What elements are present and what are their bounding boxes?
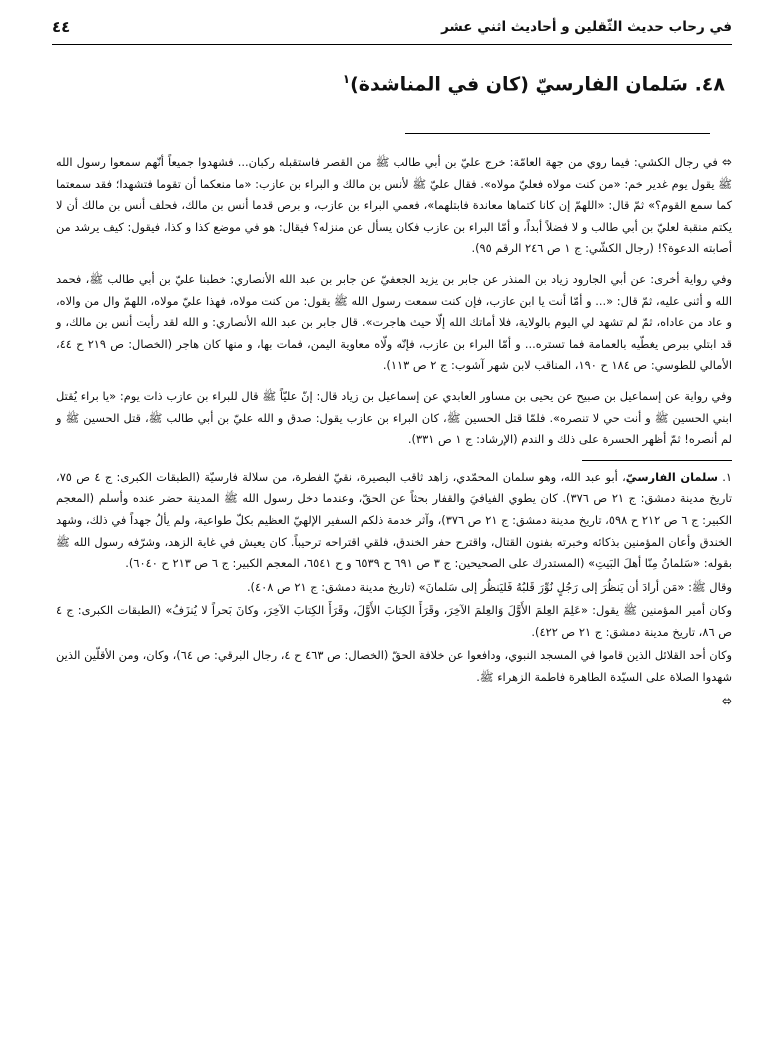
footnote-entry bbox=[56, 600, 732, 643]
running-title: في رحاب حديث الثّقلين و أحاديث اثني عشر bbox=[441, 19, 732, 35]
footnote-rule bbox=[582, 460, 732, 461]
footnote-text: وقال ﷺ: «مَن أرادَ أن يَنظُرَ إلى رَجُلٍ نُوِّرَ قَلبُهُ فَليَنظُر إلى سَلمانَ» (تاريخ مدينة دمشق: ج ٢١ ص ٤٠٨). bbox=[246, 579, 732, 594]
footnote-text: ، أبو عبد الله، وهو سلمان المحمّدي، زاهد ثاقب البصيرة، نقيّ الفطرة، من سلالة فارسيّة (الطبقات الكبرى: ج ٤ ص ٧٥، تاريخ مدينة دمشق: ج ٢١ ص ٣٧٦). كان يطوي الفيافيَ والقفار بحثاً عن الحقّ، وعندما دخل رسول الله ﷺ المدينة حضر عنده وأسلم (المعجم الكبير: ج ٦ ص ٢١٢ ح ٥٩٨، تاريخ مدينة دمشق: ج ٢١ ص ٣٧٦)، وآثر خدمة ذلكم السفير الإلهيّ العظيم بكلّ طواعية، ولم يألُ جهداً في ذلك، وشهد الخندق وأعان المؤمنين بذكائه وخبرته بفنون القتال، واقترح حفر الخندق، فلقي اقتراحه ترحيباً. كان يعيش في غاية الزهد، وشرّفه رسول الله ﷺ بقوله: «سَلمانُ مِنّا أهلَ البَيتِ» (المستدرك على الصحيحين: ج ٣ ص ٦٩١ ح ٦٥٣٩ و ح ٦٥٤١، المعجم الكبير: ج ٦ ص ٢١٣ ح ٦٠٤٠). bbox=[56, 469, 733, 571]
paragraph-text: في رجال الكشي: فيما روي من جهة العامّة: خرج عليّ بن أبي طالب ﷺ من القصر فاستقبله ركبان... فشهدوا جميعاً أنّهم سمعوا رسول الله ﷺ يقول يوم غدير خم: «من كنت مولاه فعليّ مولاه». فقال عليّ ﷺ لأنس بن مالك و البراء بن عازب: «ما منعكما أن تقوما فتشهدا؛ فقد سمعتما كما سمع القوم؟» ثمّ قال: «اللهمّ إن كانا كتماها معاندة فابتلهما»، فعمي البراء بن عازب، و برص قدما أنس بن مالك، فحلف أنس بن مالك أن لا يكتم منقبة لعليّ بن أبي طالب و لا فضلاً أبداً، و أمّا البراء بن عازب فكان يسأل عن منزله؟ فيقال: هو في موضع كذا و كذا، فيقول: كيف يرشد من أصابته الدعوة؟! (رجال الكشّي: ج ١ ص ٢٤٦ الرقم ٩٥). bbox=[56, 155, 732, 256]
section-heading bbox=[342, 72, 725, 96]
header-rule bbox=[52, 44, 732, 45]
paragraph-text: وفي رواية عن إسماعيل بن صبيح عن يحيى بن مساور العابدي عن إسماعيل بن زياد قال: إنّ عليّاً ﷺ قال للبراء بن عازب ذات يوم: «يا براء يُقتل ابني الحسين ﷺ و أنت حي لا تنصره». فلمّا قتل الحسين ﷺ، كان البراء بن عازب يقول: صدق و الله عليّ بن أبي طالب ﷺ، قتل الحسين ﷺ و لم أنصره! ثمّ أظهر الحسرة على ذلك و الندم (الإرشاد: ج ١ ص ٣٣١). bbox=[56, 388, 732, 447]
double-arrow-icon: ⬄ bbox=[721, 693, 732, 708]
separator-rule bbox=[405, 133, 710, 134]
paragraph bbox=[56, 269, 732, 377]
footnote-reference: ١ bbox=[342, 72, 351, 86]
footnote-entry bbox=[56, 577, 732, 599]
paragraph-text: وفي رواية أخرى: عن أبي الجارود زياد بن المنذر عن جابر بن يزيد الجعفيّ عن جابر بن عبد الله الأنصاري: خطبنا عليّ بن أبي طالب ﷺ، فحمد الله و أثنى عليه، ثمّ قال: «... و أمّا أنت يا ابن عازب، فإن كنت سمعت رسول الله ﷺ يقول: من كنت مولاه، فهذا عليّ مولاه، اللهمّ وال من والاه، و عاد من عاداه، ثمّ لم تشهد لي اليوم بالولاية، فلا أماتك الله إلّا حيث هاجرت». قال جابر بن عبد الله الأنصاري: و الله لقد رأيت أنس بن مالك، و قد ابتلي ببرص يغطّيه بالعمامة فما تستره... و أمّا البراء بن عازب، فإنّه ولّاه معاوية اليمن، فمات بها، و منها كان هاجر (الخصال: ص ٢١٩ ح ٤٤، الأمالي للطوسي: ص ١٨٤ ح ١٩٠، المناقب لابن شهر آشوب: ج ٢ ص ١١٣). bbox=[56, 271, 732, 373]
paragraph bbox=[56, 386, 732, 451]
double-arrow-icon: ⬄ bbox=[721, 155, 732, 169]
paragraph bbox=[56, 152, 732, 260]
footnote-text: وكان أحد القلائل الذين قاموا في المسجد النبوي، ودافعوا عن خلافة الحقّ (الخصال: ص ٤٦٣ ح ٤، رجال البرقي: ص ٦٤)، وكان، ومن الأقلّين الذين شهدوا الصلاة على السيّدة الطاهرة فاطمة الزهراء ﷺ. bbox=[56, 648, 732, 685]
page-number: ٤٤ bbox=[52, 18, 71, 36]
footnote-number: ١. bbox=[722, 469, 732, 484]
page-body bbox=[56, 152, 732, 712]
footnote-text: وكان أمير المؤمنين ﷺ يقول: «عَلِمَ العِلمَ الأَوَّلَ وَالعِلمَ الآخِرَ، وقَرَأَ الكِتابَ الأَوَّلَ، وقَرَأَ الكِتابَ الآخِرَ، وكانَ بَحراً لا يُنزَفُ» (الطبقات الكبرى: ج ٤ ص ٨٦، تاريخ مدينة دمشق: ج ٢١ ص ٤٢٢). bbox=[56, 603, 732, 639]
footnote-entry bbox=[56, 467, 732, 575]
footnote-name: سلمان الفارسيّ bbox=[625, 469, 718, 484]
running-header bbox=[52, 12, 732, 42]
section-title: ٤٨. سَلمان الفارسيّ (كان في المناشدة) bbox=[350, 73, 725, 96]
footnote-entry bbox=[56, 645, 732, 688]
